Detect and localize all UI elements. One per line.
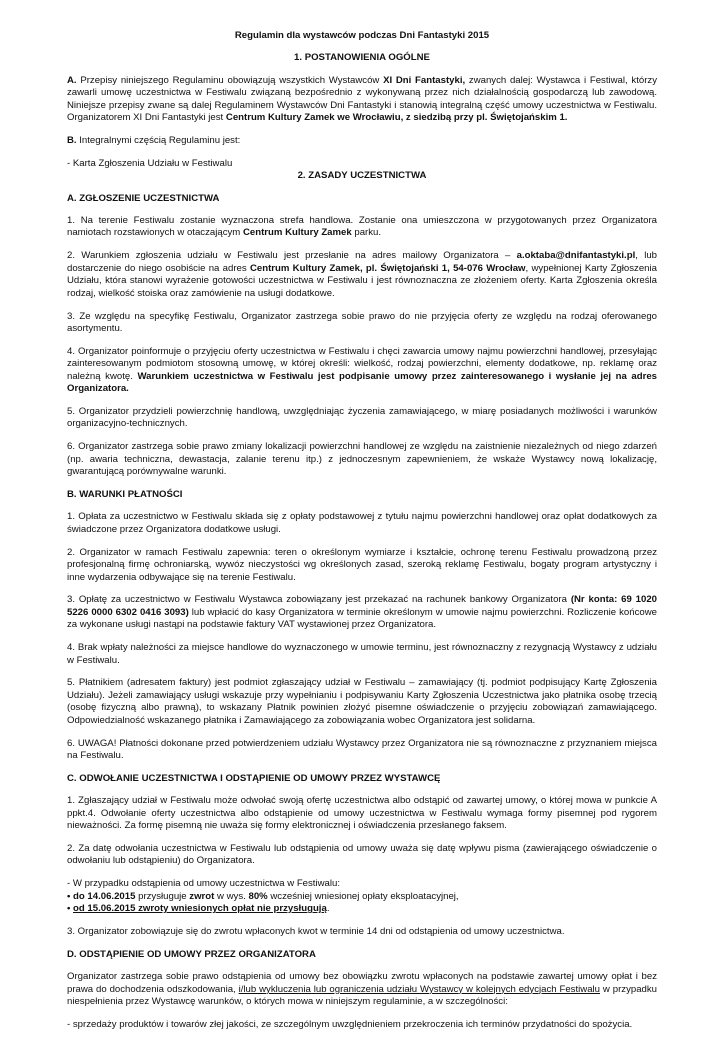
refund-text-1: przysługuje <box>135 890 190 902</box>
paragraph-d1 <box>67 971 657 1008</box>
bullet-glyph: • <box>67 903 74 915</box>
paragraph-c2: 2. Za datę odwołania uczestnictwa w Festiwalu lub odstąpienia od umowy uważa się datę wpływu pisma (zawierającego oświadczenie o odwołaniu lub odstąpieniu) do Organizatora. <box>67 843 657 867</box>
paragraph-b3 <box>67 594 657 631</box>
paragraph-a5: 5. Organizator przydzieli powierzchnię handlową, uwzględniając życzenia zamawiającego, w miarę posiadanych możliwości i warunków organizacyjno-technicznych. <box>67 405 657 430</box>
paragraph-b-text: Integralnymi częścią Regulaminu jest: <box>76 134 241 146</box>
heading-c: C. ODWOŁANIE UCZESTNICTWA I ODSTĄPIENIE OD UMOWY PRZEZ WYSTAWCĘ <box>67 772 441 784</box>
a2-text-3: , wypełnionej Karty Zgłoszenia Udziału, która stanowi wyrażenie gotowości uczestnictwa w Festiwalu i jest równoznaczna ze złożeniem oferty. Karta Zgłoszenia określa rodzaj, wielkość stoiska oraz zamówienie na usługi dodatkowe. <box>67 262 657 299</box>
paragraph-c4: 3. Organizator zobowiązuje się do zwrotu wpłaconych kwot w terminie 14 dni od odstąpienia od umowy uczestnictwa. <box>67 926 565 938</box>
a4-text-1: 4. Organizator poinformuje o przyjęciu oferty uczestnictwa w Festiwalu i chęci zawarcia umowy najmu powierzchni handlowej, przesyłając zainteresowanym podmiotom stosowną umowę, w której określi: wielkość, rodzaj powierzchni, elementy dodatkowe, np. reklamę oraz należną kwotę. <box>67 345 657 382</box>
paragraph-a <box>67 75 657 125</box>
a1-text-2: parku. <box>351 227 382 239</box>
refund-date-1: do 14.06.2015 <box>73 890 136 902</box>
refund-list-item-2 <box>67 903 657 915</box>
heading-b: B. WARUNKI PŁATNOŚCI <box>67 488 183 500</box>
refund-text-2: w wys. <box>214 890 249 902</box>
heading-d: D. ODSTĄPIENIE OD UMOWY PRZEZ ORGANIZATORA <box>67 948 316 960</box>
paragraph-b5: 5. Płatnikiem (adresatem faktury) jest podmiot zgłaszający udział w Festiwalu – zamawiający (tj. podmiot podpisujący Kartę Zgłoszenia Udziału). Jeżeli zamawiający usługi wskazuje przy wypełnianiu i podpisywaniu Karty Zgłoszenia Uczestnictwa jako płatnika osobę trzecią (osobę fizyczną albo prawną), to wskazany Płatnik powinien złożyć pisemne oświadczenie o przyjęciu zobowiązań zamawiającego. Odpowiedzialność wskazanego płatnika i Zamawiającego za zobowiązania wobec Organizatora jest solidarna. <box>67 677 657 726</box>
paragraph-a-bold-2: Centrum Kultury Zamek we Wrocławiu, z siedzibą przy pl. Świętojańskim 1. <box>225 112 568 124</box>
paragraph-a-text-1: Przepisy niniejszego Regulaminu obowiązują wszystkich Wystawców <box>76 74 384 86</box>
paragraph-b2: 2. Organizator w ramach Festiwalu zapewnia: teren o określonym wymiarze i kształcie, ochronę terenu Festiwalu prowadzoną przez profesjonalną firmę ochroniarską, wywóz nieczystości wg określonych zasad, szeroką reklamę Festiwalu, bogaty program artystyczny i inne wydarzenia odbywające się na terenie Festiwalu. <box>67 546 657 583</box>
paragraph-b-label: B. <box>67 134 77 146</box>
paragraph-b4: 4. Brak wpłaty należności za miejsce handlowe do wyznaczonego w umowie terminu, jest równoznaczny z rezygnacją Wystawcy z udziału w Festiwalu. <box>67 642 657 666</box>
refund-percent: 80% <box>248 890 268 902</box>
paragraph-a1 <box>67 215 657 240</box>
a4-bold-1: Warunkiem uczestnictwa w Festiwalu jest podpisanie umowy przez zainteresowanego i wysłanie jej na adres Organizatora. <box>67 370 657 395</box>
a1-text-1: 1. Na terenie Festiwalu zostanie wyznaczona strefa handlowa. Zostanie ona umieszczona w przygotowanych przez Organizatora namiotach rozstawionych w otaczającym <box>67 215 657 239</box>
refund-list <box>67 878 657 915</box>
heading-a: A. ZGŁOSZENIE UCZESTNICTWA <box>67 192 220 204</box>
b3-text-2: lub wpłacić do kasy Organizatora w terminie określonym w umowie najmu powierzchni. Rozliczenie końcowe za wykonane usługi nastąpi na podstawie faktury VAT wystawionej przez Organizatora. <box>67 606 657 631</box>
paragraph-b1: 1. Opłata za uczestnictwo w Festiwalu składa się z opłaty podstawowej z tytułu najmu powierzchni handlowej oraz opłat dodatkowych za świadczone przez Organizatora dodatkowe usługi. <box>67 511 657 535</box>
a2-address: Centrum Kultury Zamek, pl. Świętojański 1, 54-076 Wrocław <box>249 262 526 274</box>
d1-text-2: w przypadku niespełnienia przez Wystawcę warunków, o których mowa w niniejszym regulaminie, a w szczególności: <box>67 983 658 1008</box>
paragraph-a4 <box>67 346 657 396</box>
karta-line: - Karta Zgłoszenia Udziału w Festiwalu <box>67 157 233 169</box>
b3-account-number: (Nr konta: 69 1020 5226 0000 6302 0416 3093) <box>67 594 657 618</box>
paragraph-a-label: A. <box>67 74 77 86</box>
refund-list-intro: - W przypadku odstąpienia od umowy uczestnictwa w Festiwalu: <box>67 878 341 890</box>
paragraph-b6: 6. UWAGA! Płatności dokonane przed potwierdzeniem udziału Wystawcy przez Organizatora nie są równoznaczne z przyznaniem miejsca na Festiwalu. <box>67 737 657 761</box>
paragraph-a3: 3. Ze względu na specyfikę Festiwalu, Organizator zastrzega sobie prawo do nie przyjęcia oferty ze względu na rodzaj oferowanego asortymentu. <box>67 310 657 334</box>
a2-text-2: , lub dostarczenie do niego osobiście na adres <box>67 250 658 274</box>
paragraph-a-bold-1: XI Dni Fantastyki, <box>383 74 466 86</box>
a2-text-1: 2. Warunkiem zgłoszenia udziału w Festiwalu jest przesłanie na adres mailowy Organizatora – <box>67 250 517 262</box>
section-2-title: 2. ZASADY UCZESTNICTWA <box>297 170 427 182</box>
a2-email: a.oktaba@dnifantastyki.pl <box>516 250 636 262</box>
no-refund-end: . <box>326 903 330 915</box>
paragraph-c1: 1. Zgłaszający udział w Festiwalu może odwołać swoją ofertę uczestnictwa albo odstąpić od zawartej umowy, o której mowa w punkcie A ppkt.4. Odwołanie oferty uczestnictwa albo odstąpienie od umowy uczestnictwa w Festiwalu wymaga formy pisemnej pod rygorem nieważności. Za formę pisemną nie uważa się formy elektronicznej i oświadczenia przesłanego faksem. <box>67 795 657 832</box>
section-1-title: 1. POSTANOWIENIA OGÓLNE <box>294 52 430 64</box>
refund-word: zwrot <box>189 890 215 902</box>
refund-list-item-1 <box>67 891 657 903</box>
paragraph-b <box>67 135 657 147</box>
paragraph-a6: 6. Organizator zastrzega sobie prawo zmiany lokalizacji powierzchni handlowej ze względu na zaistnienie niezależnych od niego zdarzeń (np. awaria techniczna, dewastacja, zalanie terenu itp.) z jednoczesnym zapewnieniem, że wskaże Wystawcy nową lokalizację, gwarantującą porównywalne warunki. <box>67 441 657 478</box>
paragraph-d2: - sprzedaży produktów i towarów złej jakości, ze szczególnym uwzględnieniem przekroczenia ich terminów przydatności do spożycia. <box>67 1019 633 1031</box>
a1-bold-1: Centrum Kultury Zamek <box>242 227 352 239</box>
refund-text-3: wcześniej wniesionej opłaty eksploatacyjnej, <box>267 890 459 902</box>
d1-underlined: i/lub wykluczenia lub ograniczenia udziału Wystawcy w kolejnych edycjach Festiwalu <box>238 983 601 995</box>
document-title: Regulamin dla wystawców podczas Dni Fantastyki 2015 <box>234 30 490 41</box>
regulations-document <box>67 30 657 1042</box>
d1-text-1: Organizator zastrzega sobie prawo odstąpienia od umowy bez obowiązku zwrotu wpłaconych na podstawie zawartej umowy opłat i bez prawa do dochodzenia odszkodowania, <box>67 971 657 995</box>
paragraph-a-text-2: zwanych dalej: Wystawca i Festiwal, którzy zawarli umowę uczestnictwa w Festiwalu związaną bezpośrednio z wykonywaną przez nich działalnością gospodarczą lub zawodową. Niniejsze przepisy zwane są dalej Regulaminem Wystawców Dni Fantastyki i stanowią integralną część umowy uczestnictwa w Festiwalu. Organizatorem XI Dni Fantastyki jest <box>67 74 657 124</box>
bullet-glyph: • <box>67 890 74 902</box>
b3-text-1: 3. Opłatę za uczestnictwo w Festiwalu Wystawca zobowiązany jest przekazać na rachunek bankowy Organizatora <box>67 594 571 606</box>
no-refund-text: od 15.06.2015 zwroty wniesionych opłat nie przysługują <box>73 903 327 915</box>
paragraph-a2 <box>67 250 657 300</box>
